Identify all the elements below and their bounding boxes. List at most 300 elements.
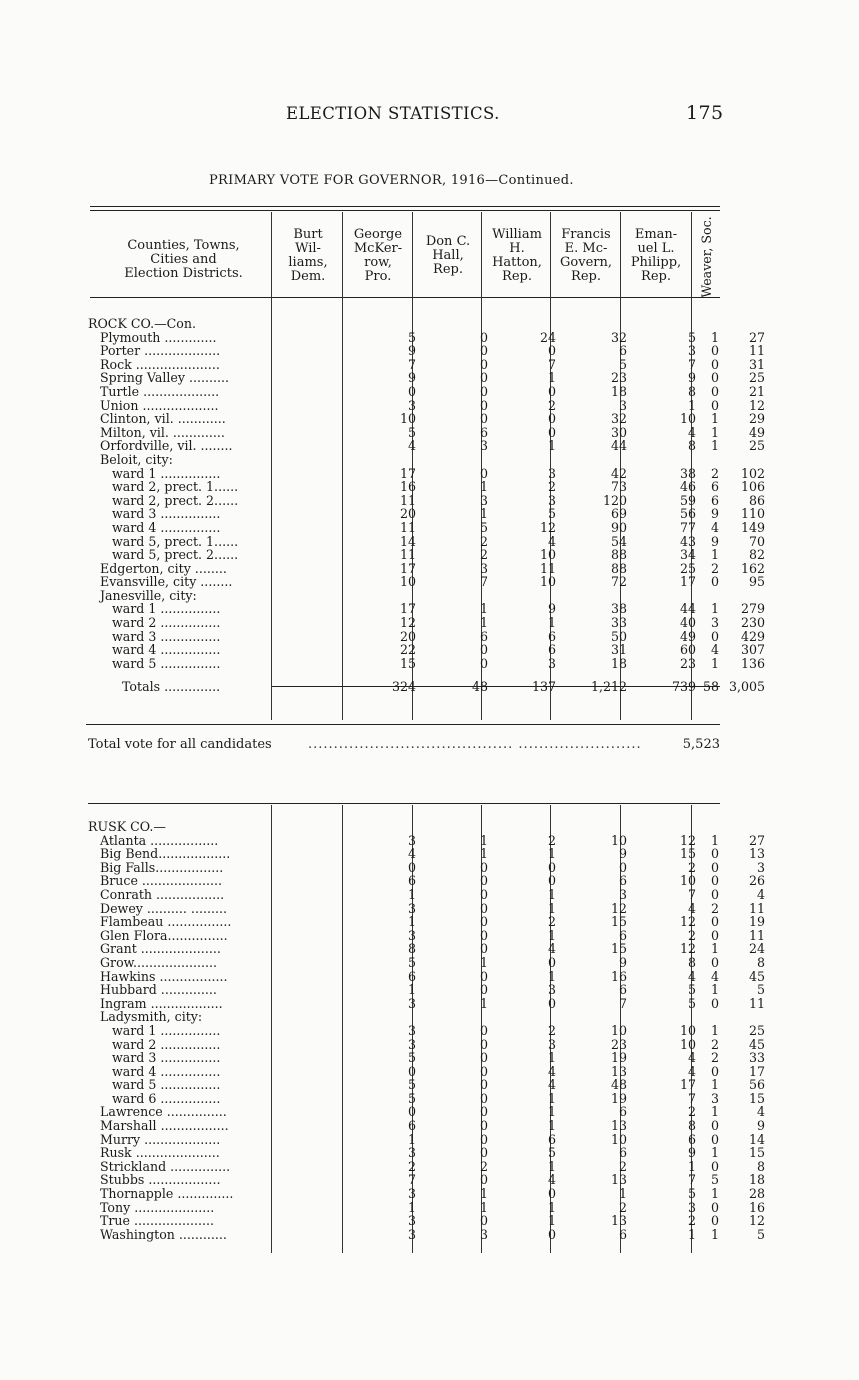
vote-mcgovern: 17	[679, 574, 696, 590]
vote-williams: 5	[407, 329, 416, 345]
vote-mckerrow: 1	[479, 615, 488, 631]
vote-mckerrow: 0	[479, 1077, 488, 1093]
vote-hatton: 44	[610, 438, 627, 454]
vote-weaver: 0	[710, 873, 719, 889]
vote-mcgovern: 12	[679, 914, 696, 930]
vote-mckerrow: 0	[479, 1131, 488, 1147]
vote-hatton: 32	[610, 411, 627, 427]
vote-mcgovern: 3	[687, 343, 696, 359]
vote-philipp: 12	[748, 397, 765, 413]
table-row	[88, 1050, 765, 1066]
vote-mcgovern: 4	[687, 900, 696, 916]
vote-hatton: 6	[618, 1226, 627, 1242]
vote-williams: 3	[407, 1036, 416, 1052]
table-row	[88, 370, 765, 386]
vote-mckerrow: 0	[479, 1172, 488, 1188]
district-name: Ladysmith, city:	[100, 1009, 203, 1025]
vote-mckerrow: 3	[479, 492, 488, 508]
vote-hatton: 88	[610, 547, 627, 563]
vote-williams: 17	[399, 465, 416, 481]
district-name: ward 5, prect. 1......	[112, 533, 239, 549]
column-header-hall: Don C. Hall, Rep.	[425, 234, 471, 277]
vote-hall: 2	[547, 914, 556, 930]
vote-hall: 3	[547, 492, 556, 508]
vote-mckerrow: 0	[479, 1022, 488, 1038]
vote-mckerrow: 2	[479, 547, 488, 563]
vote-mckerrow: 0	[479, 941, 488, 957]
vote-mckerrow: 1	[479, 601, 488, 617]
vote-hall: 0	[547, 995, 556, 1011]
vote-mcgovern: 1	[687, 1158, 696, 1174]
table-row	[88, 873, 765, 889]
vote-hatton: 73	[610, 479, 627, 495]
vote-weaver: 1	[710, 1186, 719, 1202]
vote-williams: 5	[407, 424, 416, 440]
vote-williams: 20	[399, 506, 416, 522]
vote-philipp: 8	[756, 954, 765, 970]
vote-williams: 8	[407, 941, 416, 957]
vote-hatton: 18	[610, 383, 627, 399]
district-name: ward 5, prect. 2......	[112, 547, 239, 563]
vote-hatton: 3	[618, 886, 627, 902]
vote-weaver: 0	[710, 1131, 719, 1147]
column-header-williams: Burt Wil- liams, Dem.	[288, 227, 328, 284]
vote-weaver: 9	[710, 533, 719, 549]
vote-hall: 4	[547, 1172, 556, 1188]
table-row	[88, 628, 765, 644]
total-hall: 137	[531, 679, 556, 695]
vote-weaver: 0	[710, 1118, 719, 1134]
vote-mckerrow: 0	[479, 329, 488, 345]
vote-mckerrow: 1	[479, 479, 488, 495]
vote-hatton: 48	[610, 1077, 627, 1093]
vote-williams: 1	[407, 886, 416, 902]
vote-williams: 20	[399, 628, 416, 644]
vote-hall: 4	[547, 533, 556, 549]
table-row	[88, 655, 765, 671]
vote-philipp: 149	[740, 519, 765, 535]
vote-mcgovern: 34	[679, 547, 696, 563]
vote-mcgovern: 40	[679, 615, 696, 631]
district-name: Tony ....................	[100, 1199, 215, 1215]
vote-hall: 2	[547, 832, 556, 848]
district-name: ward 2, prect. 2......	[112, 492, 239, 508]
table-row	[88, 465, 765, 481]
vote-williams: 9	[407, 343, 416, 359]
vote-mckerrow: 3	[479, 438, 488, 454]
district-name: Lawrence ...............	[100, 1104, 227, 1120]
table-row	[88, 900, 765, 916]
vote-hatton: 2	[618, 1158, 627, 1174]
vote-weaver: 0	[710, 383, 719, 399]
vote-weaver: 1	[710, 411, 719, 427]
vote-mcgovern: 9	[687, 370, 696, 386]
district-name: Grant ....................	[100, 941, 221, 957]
vote-hall: 4	[547, 1077, 556, 1093]
vote-weaver: 0	[710, 914, 719, 930]
vote-williams: 16	[399, 479, 416, 495]
vote-philipp: 13	[748, 846, 765, 862]
vote-mcgovern: 5	[687, 1186, 696, 1202]
vote-hall: 0	[547, 343, 556, 359]
vote-mcgovern: 46	[679, 479, 696, 495]
vote-philipp: 4	[756, 1104, 765, 1120]
leader-dots: ........................................ ........................	[308, 737, 642, 752]
vote-philipp: 16	[748, 1199, 765, 1215]
district-name: True ....................	[100, 1213, 215, 1229]
vote-mckerrow: 7	[479, 574, 488, 590]
district-name: Plymouth .............	[100, 329, 217, 345]
vote-hall: 1	[547, 1050, 556, 1066]
vote-williams: 11	[399, 519, 416, 535]
table-row	[88, 397, 765, 413]
vote-williams: 15	[399, 655, 416, 671]
vote-hall: 3	[547, 655, 556, 671]
vote-hatton: 7	[618, 995, 627, 1011]
vote-hatton: 6	[618, 982, 627, 998]
vote-philipp: 106	[740, 479, 765, 495]
table-title: PRIMARY VOTE FOR GOVERNOR, 1916—Continued.	[209, 173, 574, 188]
table-row	[88, 1036, 765, 1052]
district-name: ward 3 ...............	[112, 506, 221, 522]
vote-mckerrow: 0	[479, 1118, 488, 1134]
vote-hatton: 9	[618, 954, 627, 970]
vote-williams: 17	[399, 601, 416, 617]
table-row	[88, 1145, 765, 1161]
vote-mcgovern: 10	[679, 873, 696, 889]
vote-hall: 1	[547, 927, 556, 943]
table-row	[88, 506, 765, 522]
vote-mckerrow: 0	[479, 859, 488, 875]
vote-philipp: 11	[748, 927, 765, 943]
table-row	[88, 954, 765, 970]
district-name: Murry ...................	[100, 1131, 221, 1147]
header-bottom-rule	[90, 297, 720, 298]
table-row	[88, 859, 765, 875]
vote-hatton: 13	[610, 1118, 627, 1134]
vote-williams: 7	[407, 1172, 416, 1188]
vote-mckerrow: 0	[479, 1213, 488, 1229]
vote-mcgovern: 2	[687, 1104, 696, 1120]
vote-philipp: 95	[748, 574, 765, 590]
vote-weaver: 0	[710, 859, 719, 875]
vote-philipp: 11	[748, 900, 765, 916]
vote-hatton: 10	[610, 1131, 627, 1147]
vote-philipp: 45	[748, 1036, 765, 1052]
vote-philipp: 12	[748, 1213, 765, 1229]
vote-philipp: 279	[740, 601, 765, 617]
district-name: Grow.....................	[100, 954, 218, 970]
table-row	[88, 1131, 765, 1147]
vote-hall: 6	[547, 1131, 556, 1147]
rusk-county-section	[88, 819, 765, 1242]
vote-hall: 1	[547, 900, 556, 916]
total-hatton: 1,212	[590, 679, 627, 695]
table-row	[88, 1077, 765, 1093]
vote-weaver: 1	[710, 1104, 719, 1120]
table-row	[88, 846, 765, 862]
table-row	[88, 615, 765, 631]
vote-williams: 5	[407, 1090, 416, 1106]
section-heading-row	[88, 820, 728, 834]
vote-williams: 6	[407, 968, 416, 984]
district-name: ward 6 ...............	[112, 1090, 221, 1106]
vote-hatton: 32	[610, 329, 627, 345]
vote-weaver: 0	[710, 356, 719, 372]
district-name: ward 2, prect. 1......	[112, 479, 239, 495]
vote-mckerrow: 3	[479, 560, 488, 576]
district-name: ward 4 ...............	[112, 1063, 221, 1079]
vote-mckerrow: 0	[479, 465, 488, 481]
vote-philipp: 25	[748, 1022, 765, 1038]
vote-philipp: 8	[756, 1158, 765, 1174]
vote-mckerrow: 0	[479, 927, 488, 943]
vote-hatton: 6	[618, 343, 627, 359]
vote-hall: 12	[539, 519, 556, 535]
vote-mckerrow: 0	[479, 1104, 488, 1120]
vote-mckerrow: 1	[479, 846, 488, 862]
vote-hall: 4	[547, 941, 556, 957]
table-row	[88, 1213, 765, 1229]
vote-mcgovern: 4	[687, 968, 696, 984]
district-name: ward 1 ...............	[112, 601, 221, 617]
vote-williams: 11	[399, 547, 416, 563]
vote-hall: 7	[547, 356, 556, 372]
vote-mckerrow: 0	[479, 900, 488, 916]
total-philipp: 3,005	[728, 679, 765, 695]
page-number: 175	[686, 102, 724, 124]
vote-philipp: 9	[756, 1118, 765, 1134]
vote-hall: 1	[547, 1158, 556, 1174]
vote-mckerrow: 0	[479, 1063, 488, 1079]
district-name: Hawkins .................	[100, 968, 228, 984]
vote-philipp: 11	[748, 343, 765, 359]
vote-williams: 3	[407, 832, 416, 848]
vote-williams: 3	[407, 1186, 416, 1202]
table-row	[88, 1090, 765, 1106]
district-name: Evansville, city ........	[100, 574, 233, 590]
vote-hall: 0	[547, 411, 556, 427]
table-row	[88, 1158, 765, 1174]
table-row	[88, 343, 765, 359]
vote-mcgovern: 12	[679, 941, 696, 957]
vote-mcgovern: 25	[679, 560, 696, 576]
vote-mcgovern: 8	[687, 1118, 696, 1134]
vote-hatton: 38	[610, 601, 627, 617]
vote-mcgovern: 60	[679, 642, 696, 658]
district-name: Washington ............	[100, 1226, 227, 1242]
vote-hatton: 16	[610, 968, 627, 984]
district-name: ward 2 ...............	[112, 1036, 221, 1052]
table-row	[88, 1010, 728, 1024]
vote-mcgovern: 7	[687, 1090, 696, 1106]
vote-mckerrow: 0	[479, 1036, 488, 1052]
table-row	[88, 1186, 765, 1202]
vote-hatton: 6	[618, 927, 627, 943]
vote-weaver: 0	[710, 927, 719, 943]
district-name: Strickland ...............	[100, 1158, 231, 1174]
vote-hall: 0	[547, 1186, 556, 1202]
vote-mcgovern: 7	[687, 356, 696, 372]
vote-williams: 1	[407, 1131, 416, 1147]
vote-hall: 6	[547, 628, 556, 644]
vote-hall: 24	[539, 329, 556, 345]
vote-hall: 1	[547, 370, 556, 386]
vote-williams: 3	[407, 397, 416, 413]
vote-williams: 3	[407, 1145, 416, 1161]
column-header-mckerrow: George McKer- row, Pro.	[353, 227, 403, 284]
vote-mcgovern: 5	[687, 995, 696, 1011]
column-header-philipp: Eman- uel L. Philipp, Rep.	[630, 227, 682, 284]
vote-williams: 12	[399, 615, 416, 631]
vote-williams: 3	[407, 927, 416, 943]
vote-philipp: 3	[756, 859, 765, 875]
total-weaver: 58	[702, 679, 719, 695]
vote-hatton: 72	[610, 574, 627, 590]
vote-mckerrow: 0	[479, 982, 488, 998]
table-row	[88, 941, 765, 957]
vote-mcgovern: 43	[679, 533, 696, 549]
vote-hatton: 19	[610, 1050, 627, 1066]
vote-philipp: 18	[748, 1172, 765, 1188]
vote-mckerrow: 1	[479, 1186, 488, 1202]
table-row	[88, 968, 765, 984]
vote-weaver: 0	[710, 1063, 719, 1079]
vote-philipp: 31	[748, 356, 765, 372]
district-name: Thornapple ..............	[100, 1186, 234, 1202]
vote-mcgovern: 77	[679, 519, 696, 535]
district-name: ward 4 ...............	[112, 642, 221, 658]
vote-hall: 0	[547, 859, 556, 875]
totals-label: Totals ..............	[122, 679, 221, 695]
table-row	[88, 589, 728, 603]
vote-mckerrow: 1	[479, 832, 488, 848]
vote-weaver: 1	[710, 1226, 719, 1242]
vote-philipp: 45	[748, 968, 765, 984]
vote-mckerrow: 6	[479, 424, 488, 440]
vote-hall: 1	[547, 615, 556, 631]
district-name: Dewey .......... .........	[100, 900, 227, 916]
vote-williams: 0	[407, 383, 416, 399]
vote-williams: 0	[407, 859, 416, 875]
vote-weaver: 1	[710, 1145, 719, 1161]
district-name: ward 5 ...............	[112, 1077, 221, 1093]
vote-hatton: 69	[610, 506, 627, 522]
vote-philipp: 70	[748, 533, 765, 549]
top-rule-2	[90, 210, 720, 211]
vote-philipp: 82	[748, 547, 765, 563]
vote-weaver: 0	[710, 846, 719, 862]
vote-mckerrow: 0	[479, 914, 488, 930]
vote-philipp: 230	[740, 615, 765, 631]
vote-williams: 5	[407, 1050, 416, 1066]
table-row	[88, 995, 765, 1011]
vote-mcgovern: 10	[679, 1022, 696, 1038]
vote-hall: 3	[547, 465, 556, 481]
district-name: ward 1 ...............	[112, 465, 221, 481]
vote-mcgovern: 59	[679, 492, 696, 508]
totals-row	[88, 678, 765, 700]
vote-hall: 0	[547, 424, 556, 440]
table-row	[88, 329, 765, 345]
vote-mckerrow: 0	[479, 411, 488, 427]
vote-mckerrow: 0	[479, 968, 488, 984]
vote-philipp: 307	[740, 642, 765, 658]
vote-mcgovern: 23	[679, 655, 696, 671]
vote-mcgovern: 7	[687, 1172, 696, 1188]
district-name: Beloit, city:	[100, 451, 173, 467]
vote-mcgovern: 10	[679, 411, 696, 427]
vote-hatton: 6	[618, 873, 627, 889]
vote-weaver: 0	[710, 628, 719, 644]
district-name: Janesville, city:	[100, 587, 197, 603]
vote-williams: 4	[407, 438, 416, 454]
vote-hatton: 42	[610, 465, 627, 481]
vote-hall: 4	[547, 1063, 556, 1079]
vote-hall: 2	[547, 397, 556, 413]
vote-hatton: 15	[610, 941, 627, 957]
vote-hatton: 88	[610, 560, 627, 576]
table-row	[88, 383, 765, 399]
vote-mckerrow: 1	[479, 954, 488, 970]
vote-mckerrow: 0	[479, 1050, 488, 1066]
vote-williams: 2	[407, 1158, 416, 1174]
table-row	[88, 453, 728, 467]
vote-philipp: 5	[756, 982, 765, 998]
vote-mckerrow: 2	[479, 1158, 488, 1174]
vote-weaver: 2	[710, 465, 719, 481]
vote-mcgovern: 49	[679, 628, 696, 644]
vote-williams: 3	[407, 900, 416, 916]
district-name: ward 4 ...............	[112, 519, 221, 535]
vote-mckerrow: 0	[479, 343, 488, 359]
table-row	[88, 1199, 765, 1215]
table-row	[88, 479, 765, 495]
district-name: Hubbard ..............	[100, 982, 217, 998]
table-row	[88, 424, 765, 440]
vote-hall: 6	[547, 642, 556, 658]
vote-weaver: 1	[710, 941, 719, 957]
vote-philipp: 27	[748, 329, 765, 345]
vote-philipp: 28	[748, 1186, 765, 1202]
vote-williams: 5	[407, 1077, 416, 1093]
vote-williams: 14	[399, 533, 416, 549]
vote-hall: 0	[547, 1226, 556, 1242]
vote-mcgovern: 1	[687, 1226, 696, 1242]
vote-hatton: 13	[610, 1063, 627, 1079]
table-row	[88, 438, 765, 454]
table-row	[88, 560, 765, 576]
vote-williams: 7	[407, 356, 416, 372]
vote-philipp: 56	[748, 1077, 765, 1093]
table-row	[88, 574, 765, 590]
vote-weaver: 0	[710, 343, 719, 359]
table-row	[88, 356, 765, 372]
vote-williams: 10	[399, 574, 416, 590]
vote-hatton: 3	[618, 397, 627, 413]
vote-hall: 1	[547, 1199, 556, 1215]
vote-williams: 5	[407, 954, 416, 970]
vote-weaver: 6	[710, 479, 719, 495]
vote-philipp: 25	[748, 438, 765, 454]
table-row	[88, 832, 765, 848]
vote-mcgovern: 9	[687, 1145, 696, 1161]
district-name: Atlanta .................	[100, 832, 219, 848]
table-row	[88, 1022, 765, 1038]
total-williams: 324	[391, 679, 416, 695]
vote-weaver: 9	[710, 506, 719, 522]
district-name: Turtle ...................	[100, 383, 220, 399]
